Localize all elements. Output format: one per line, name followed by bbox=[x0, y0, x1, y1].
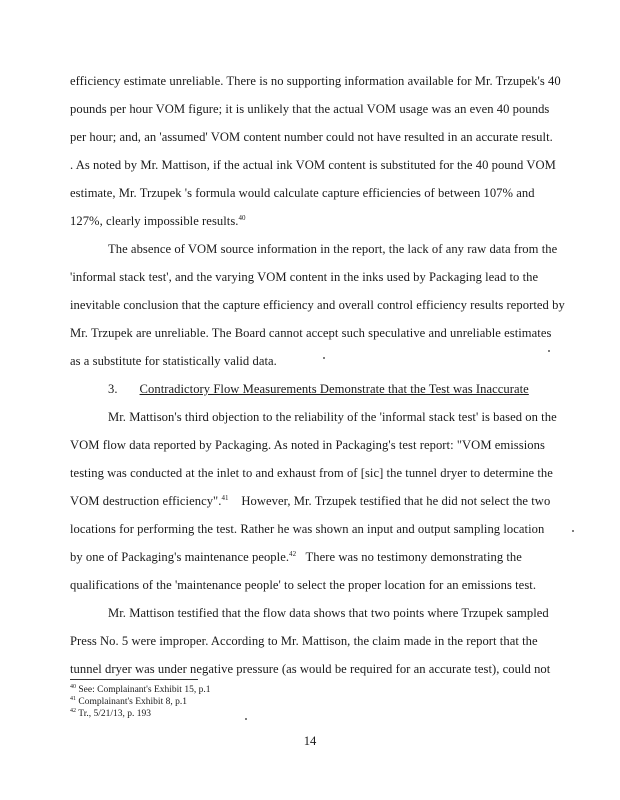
body-line: as a substitute for statistically valid data. bbox=[70, 354, 277, 368]
page-number: 14 bbox=[303, 734, 317, 748]
body-line: The absence of VOM source information in the report, the lack of any raw data from the bbox=[108, 242, 558, 256]
body-line: inevitable conclusion that the capture efficiency and overall control efficiency results reported by bbox=[70, 298, 565, 312]
body-line: efficiency estimate unreliable. There is no supporting information available for Mr. Trzupek's 40 bbox=[70, 74, 561, 88]
body-line: testing was conducted at the inlet to and exhaust from of [sic] the tunnel dryer to determine the bbox=[70, 466, 553, 480]
scan-speck bbox=[572, 530, 574, 532]
body-line: Mr. Trzupek are unreliable. The Board cannot accept such speculative and unreliable estimates bbox=[70, 326, 552, 340]
scan-speck bbox=[323, 357, 325, 359]
body-line: estimate, Mr. Trzupek 's formula would calculate capture efficiencies of between 107% and bbox=[70, 186, 535, 200]
footnote: $^{41}$ Complainant's Exhibit 8, p.1 bbox=[70, 695, 187, 707]
body-line: pounds per hour VOM figure; it is unlikely that the actual VOM usage was an even 40 pounds bbox=[70, 102, 550, 116]
scan-speck bbox=[245, 718, 247, 720]
footnote-ref: 41 bbox=[221, 493, 229, 502]
footnote-ref: 40 bbox=[238, 213, 246, 222]
body-line: Mr. Mattison's third objection to the reliability of the 'informal stack test' is based on the bbox=[108, 410, 557, 424]
footnote: $^{42}$ Tr., 5/21/13, p. 193 bbox=[70, 707, 151, 719]
body-line: Press No. 5 were improper. According to Mr. Mattison, the claim made in the report that the bbox=[70, 634, 538, 648]
body-line: tunnel dryer was under negative pressure (as would be required for an accurate test), could not bbox=[70, 662, 551, 676]
body-line: VOM flow data reported by Packaging. As noted in Packaging's test report: "VOM emissions bbox=[70, 438, 545, 452]
body-line: VOM destruction efficiency".$^{41}$ However, Mr. Trzupek testified that he did not select the two bbox=[70, 493, 551, 508]
scan-speck bbox=[548, 350, 550, 352]
footnote-ref: 42 bbox=[289, 549, 297, 558]
body-line: qualifications of the 'maintenance people' to select the proper location for an emissions test. bbox=[70, 578, 537, 592]
section-number: 3. bbox=[108, 382, 118, 396]
body-line: Mr. Mattison testified that the flow data shows that two points where Trzupek sampled bbox=[108, 606, 549, 620]
section-title: Contradictory Flow Measurements Demonstrate that the Test was Inaccurate bbox=[139, 382, 529, 396]
body-line: per hour; and, an 'assumed' VOM content number could not have resulted in an accurate result. bbox=[70, 130, 553, 144]
footnote-divider bbox=[70, 679, 198, 680]
body-line: 127%, clearly impossible results.$^{40}$ bbox=[70, 213, 246, 228]
footnote: $^{40}$ See: Complainant's Exhibit 15, p.1 bbox=[70, 683, 211, 695]
body-line: 'informal stack test', and the varying VOM content in the inks used by Packaging lead to the bbox=[70, 270, 539, 284]
body-line: by one of Packaging's maintenance people.$^{42}$ There was no testimony demonstrating the bbox=[70, 549, 522, 564]
body-line: locations for performing the test. Rather he was shown an input and output sampling location bbox=[70, 522, 545, 536]
body-line: . As noted by Mr. Mattison, if the actual ink VOM content is substituted for the 40 pound VOM bbox=[70, 158, 556, 172]
section-heading bbox=[108, 381, 529, 397]
